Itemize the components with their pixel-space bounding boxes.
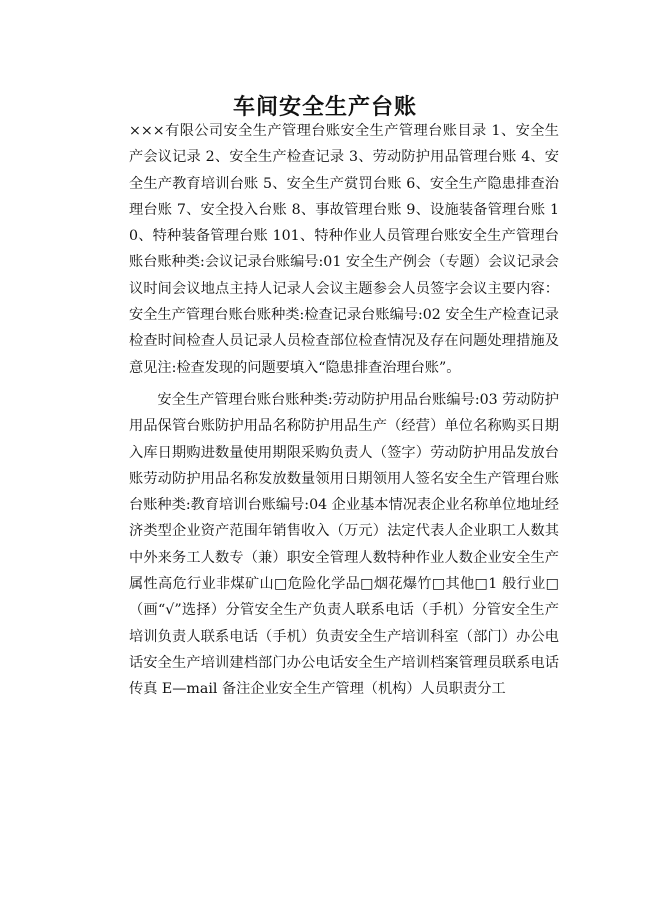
page-title: 车间安全生产台账 bbox=[232, 94, 417, 120]
document-body bbox=[129, 118, 559, 703]
body-paragraph-2: 安全生产管理台账台账种类:劳动防护用品台账编号:03 劳动防护用品保管台账防护用品名称防护用品生产（经营）单位名称购买日期入库日期购进数量使用期限采购负责人（签字）劳动防护用品发放台账劳动防护用品名称发放数量领用日期领用人签名安全生产管理台账台账种类:教育培训台账编号:04 企业基本情况表企业名称单位地址经济类型企业资产范围年销售收入（万元）法定代表人企业职工人数其中外来务工人数专（兼）职安全管理人数特种作业人数企业安全生产属性高危行业非煤矿山□危险化学品□烟花爆竹□其他□1 般行业□（画“√”选择）分管安全生产负责人联系电话（手机）分管安全生产培训负责人联系电话（手机）负责安全生产培训科室（部门）办公电话安全生产培训建档部门办公电话安全生产培训档案管理员联系电话传真 E—mail 备注企业安全生产管理（机构）人员职责分工 bbox=[129, 391, 559, 698]
body-paragraph-1: ×××有限公司安全生产管理台账安全生产管理台账目录 1、安全生产会议记录 2、安全生产检查记录 3、劳动防护用品管理台账 4、安全生产教育培训台账 5、安全生产赏罚台账 6、安全生产隐患排查治理台账 7、安全投入台账 8、事故管理台账 9、设施装备管理台账 10、特种装备管理台账 101、特种作业人员管理台账安全生产管理台账台账种类:会议记录台账编号:01 安全生产例会（专题）会议记录会议时间会议地点主持人记录人会议主题参会人员签字会议主要内容：安全生产管理台账台账种类:检查记录台账编号:02 安全生产检查记录检查时间检查人员记录人员检查部位检查情况及存在问题处理措施及意见注:检查发现的问题要填入“隐患排查治理台账”。 bbox=[129, 123, 559, 376]
